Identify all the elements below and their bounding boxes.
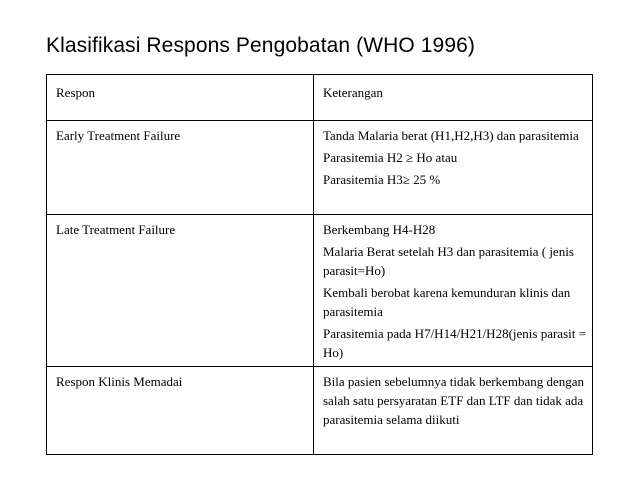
slide-title: Klasifikasi Respons Pengobatan (WHO 1996) <box>46 34 475 57</box>
header-keterangan: Keterangan <box>314 75 593 121</box>
keterangan-line: Tanda Malaria berat (H1,H2,H3) dan parasitemia <box>323 128 579 143</box>
keterangan-line: Parasitemia H2 ≥ Ho atau <box>323 150 458 165</box>
keterangan-line: Parasitemia H3≥ 25 % <box>323 172 441 187</box>
respon-cell: Respon Klinis Memadai <box>47 367 314 455</box>
keterangan-line: Berkembang H4-H28 <box>323 222 436 237</box>
table-row <box>47 367 593 455</box>
keterangan-line: Bila pasien sebelumnya tidak berkembang dengan salah satu persyaratan ETF dan LTF dan tidak ada parasitemia selama diikuti <box>323 374 585 427</box>
keterangan-cell <box>314 367 593 455</box>
header-respon: Respon <box>47 75 314 121</box>
response-classification-table <box>46 74 593 455</box>
respon-cell: Early Treatment Failure <box>47 121 314 215</box>
respon-cell: Late Treatment Failure <box>47 215 314 367</box>
keterangan-line: Malaria Berat setelah H3 dan parasitemia ( jenis parasit=Ho) <box>323 244 574 278</box>
table-header-row <box>47 75 593 121</box>
keterangan-line: Parasitemia pada H7/H14/H21/H28(jenis parasit = Ho) <box>323 326 586 360</box>
table-row <box>47 121 593 215</box>
table-row <box>47 215 593 367</box>
keterangan-line: Kembali berobat karena kemunduran klinis dan parasitemia <box>323 285 571 319</box>
keterangan-cell <box>314 215 593 367</box>
keterangan-cell <box>314 121 593 215</box>
